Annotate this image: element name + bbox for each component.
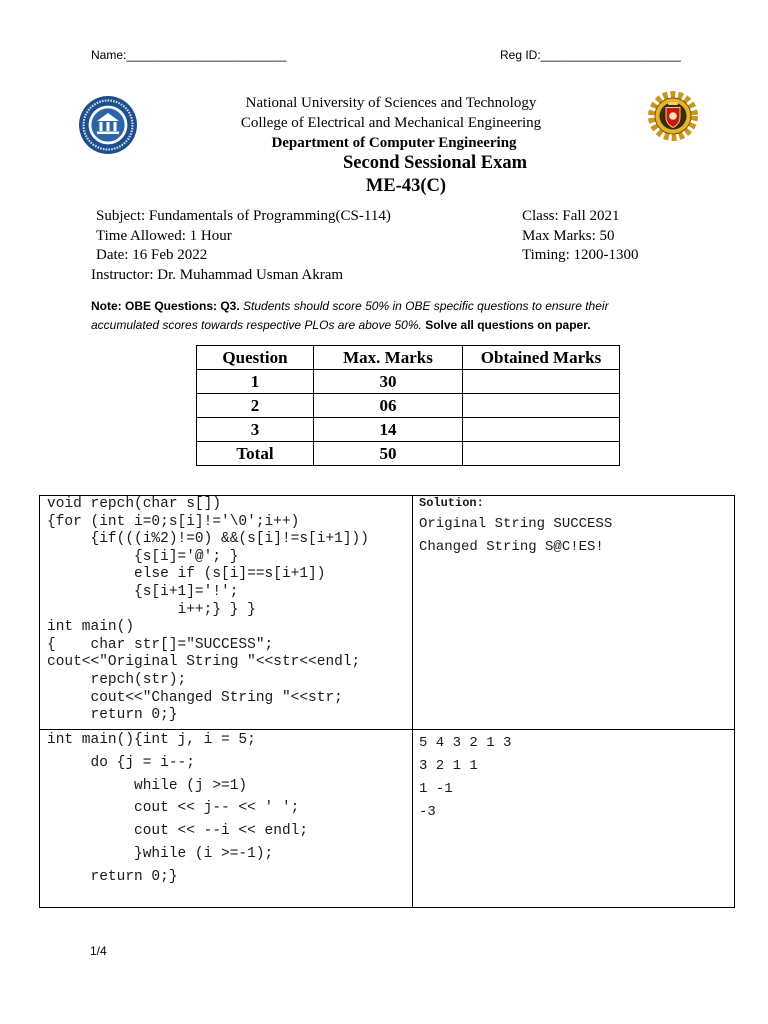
code-line: cout << --i << endl; [47,823,309,840]
obtained-marks-cell [463,370,620,394]
output-line: Original String SUCCESS [419,516,613,532]
output-line: 1 -1 [419,781,453,797]
department-name: Department of Computer Engineering [271,135,517,151]
university-name: National University of Sciences and Technology [245,95,537,111]
code-line: void repch(char s[]) [47,496,222,512]
questions-table [39,495,735,908]
page-number: 1/4 [90,944,107,958]
marks-header-question: Question [197,346,314,370]
note-line-1 [91,297,609,316]
output-line: 5 4 3 2 1 3 [419,735,512,751]
output-line: 3 2 1 1 [419,758,478,774]
question-1-solution-cell [413,496,734,730]
obtained-marks-cell [463,394,620,418]
marks-header-max-marks: Max. Marks [314,346,463,370]
marks-table [196,345,620,466]
note-line-2 [91,316,591,335]
output-line: Changed String S@C!ES! [419,539,604,555]
exam-title: Second Sessional Exam [342,153,527,173]
code-line: return 0;} [47,707,178,724]
marks-table-total-row [197,442,620,466]
obtained-marks-cell [463,442,620,466]
time-allowed-info: Time Allowed: 1 Hour [96,228,232,244]
code-line: cout<<"Changed String "<<str; [47,689,343,706]
nust-logo-icon [78,95,138,155]
college-name: College of Electrical and Mechanical Engineering [240,115,542,131]
note-text: accumulated scores towards respective PLOs are above 50%. [91,318,422,332]
marks-table-row [197,370,620,394]
max-marks-info: Max Marks: 50 [522,228,615,244]
date-info: Date: 16 Feb 2022 [96,247,208,263]
question-number-cell: 3 [197,418,314,442]
code-line: while (j >=1) [47,777,248,794]
code-line: {if(((i%2)!=0) &&(s[i]!=s[i+1])) [47,531,369,548]
question-number-cell: 1 [197,370,314,394]
code-line: i++;} } } [47,601,256,618]
max-marks-cell: 50 [314,442,463,466]
code-line: int main(){int j, i = 5; [47,732,256,748]
question-1-code-cell [40,496,413,730]
solution-label: Solution: [419,496,484,510]
question-number-cell: 2 [197,394,314,418]
output-line: -3 [419,804,436,820]
code-line: { char str[]="SUCCESS"; [47,636,274,653]
marks-table-header-row [197,346,620,370]
marks-table-row [197,418,620,442]
timing-info: Timing: 1200-1300 [522,247,639,263]
subject-info: Subject: Fundamentals of Programming(CS-114) [96,208,391,224]
code-line: cout << j-- << ' '; [47,800,300,817]
marks-header-obtained-marks: Obtained Marks [463,346,620,370]
code-line: return 0;} [47,868,178,885]
note-instruction: Solve all questions on paper. [425,318,591,332]
code-line: cout<<"Original String "<<str<<endl; [47,654,361,671]
note-text: Students should score 50% in OBE specific questions to ensure their [243,299,609,313]
question-number-cell: Total [197,442,314,466]
code-line: else if (s[i]==s[i+1]) [47,566,326,583]
code-line: {s[i+1]='!'; [47,583,239,600]
max-marks-cell: 30 [314,370,463,394]
reg-id-field: Reg ID:_____________________ [500,48,681,62]
code-line: {s[i]='@'; } [47,548,239,565]
class-info: Class: Fall 2021 [522,208,620,224]
question-2-code-cell [40,730,413,907]
name-field: Name:________________________ [91,48,287,62]
code-line: do {j = i--; [47,754,195,771]
code-line: int main() [47,619,135,636]
code-line: repch(str); [47,671,187,688]
question-2-solution-cell [413,730,734,907]
course-code: ME-43(C) [365,176,447,196]
max-marks-cell: 06 [314,394,463,418]
max-marks-cell: 14 [314,418,463,442]
code-line: }while (i >=-1); [47,845,274,862]
note-label: Note: OBE Questions: Q3. [91,299,240,313]
college-crest-icon [647,90,699,142]
obtained-marks-cell [463,418,620,442]
marks-table-row [197,394,620,418]
code-line: {for (int i=0;s[i]!='\0';i++) [47,513,300,530]
instructor-info: Instructor: Dr. Muhammad Usman Akram [91,267,344,283]
